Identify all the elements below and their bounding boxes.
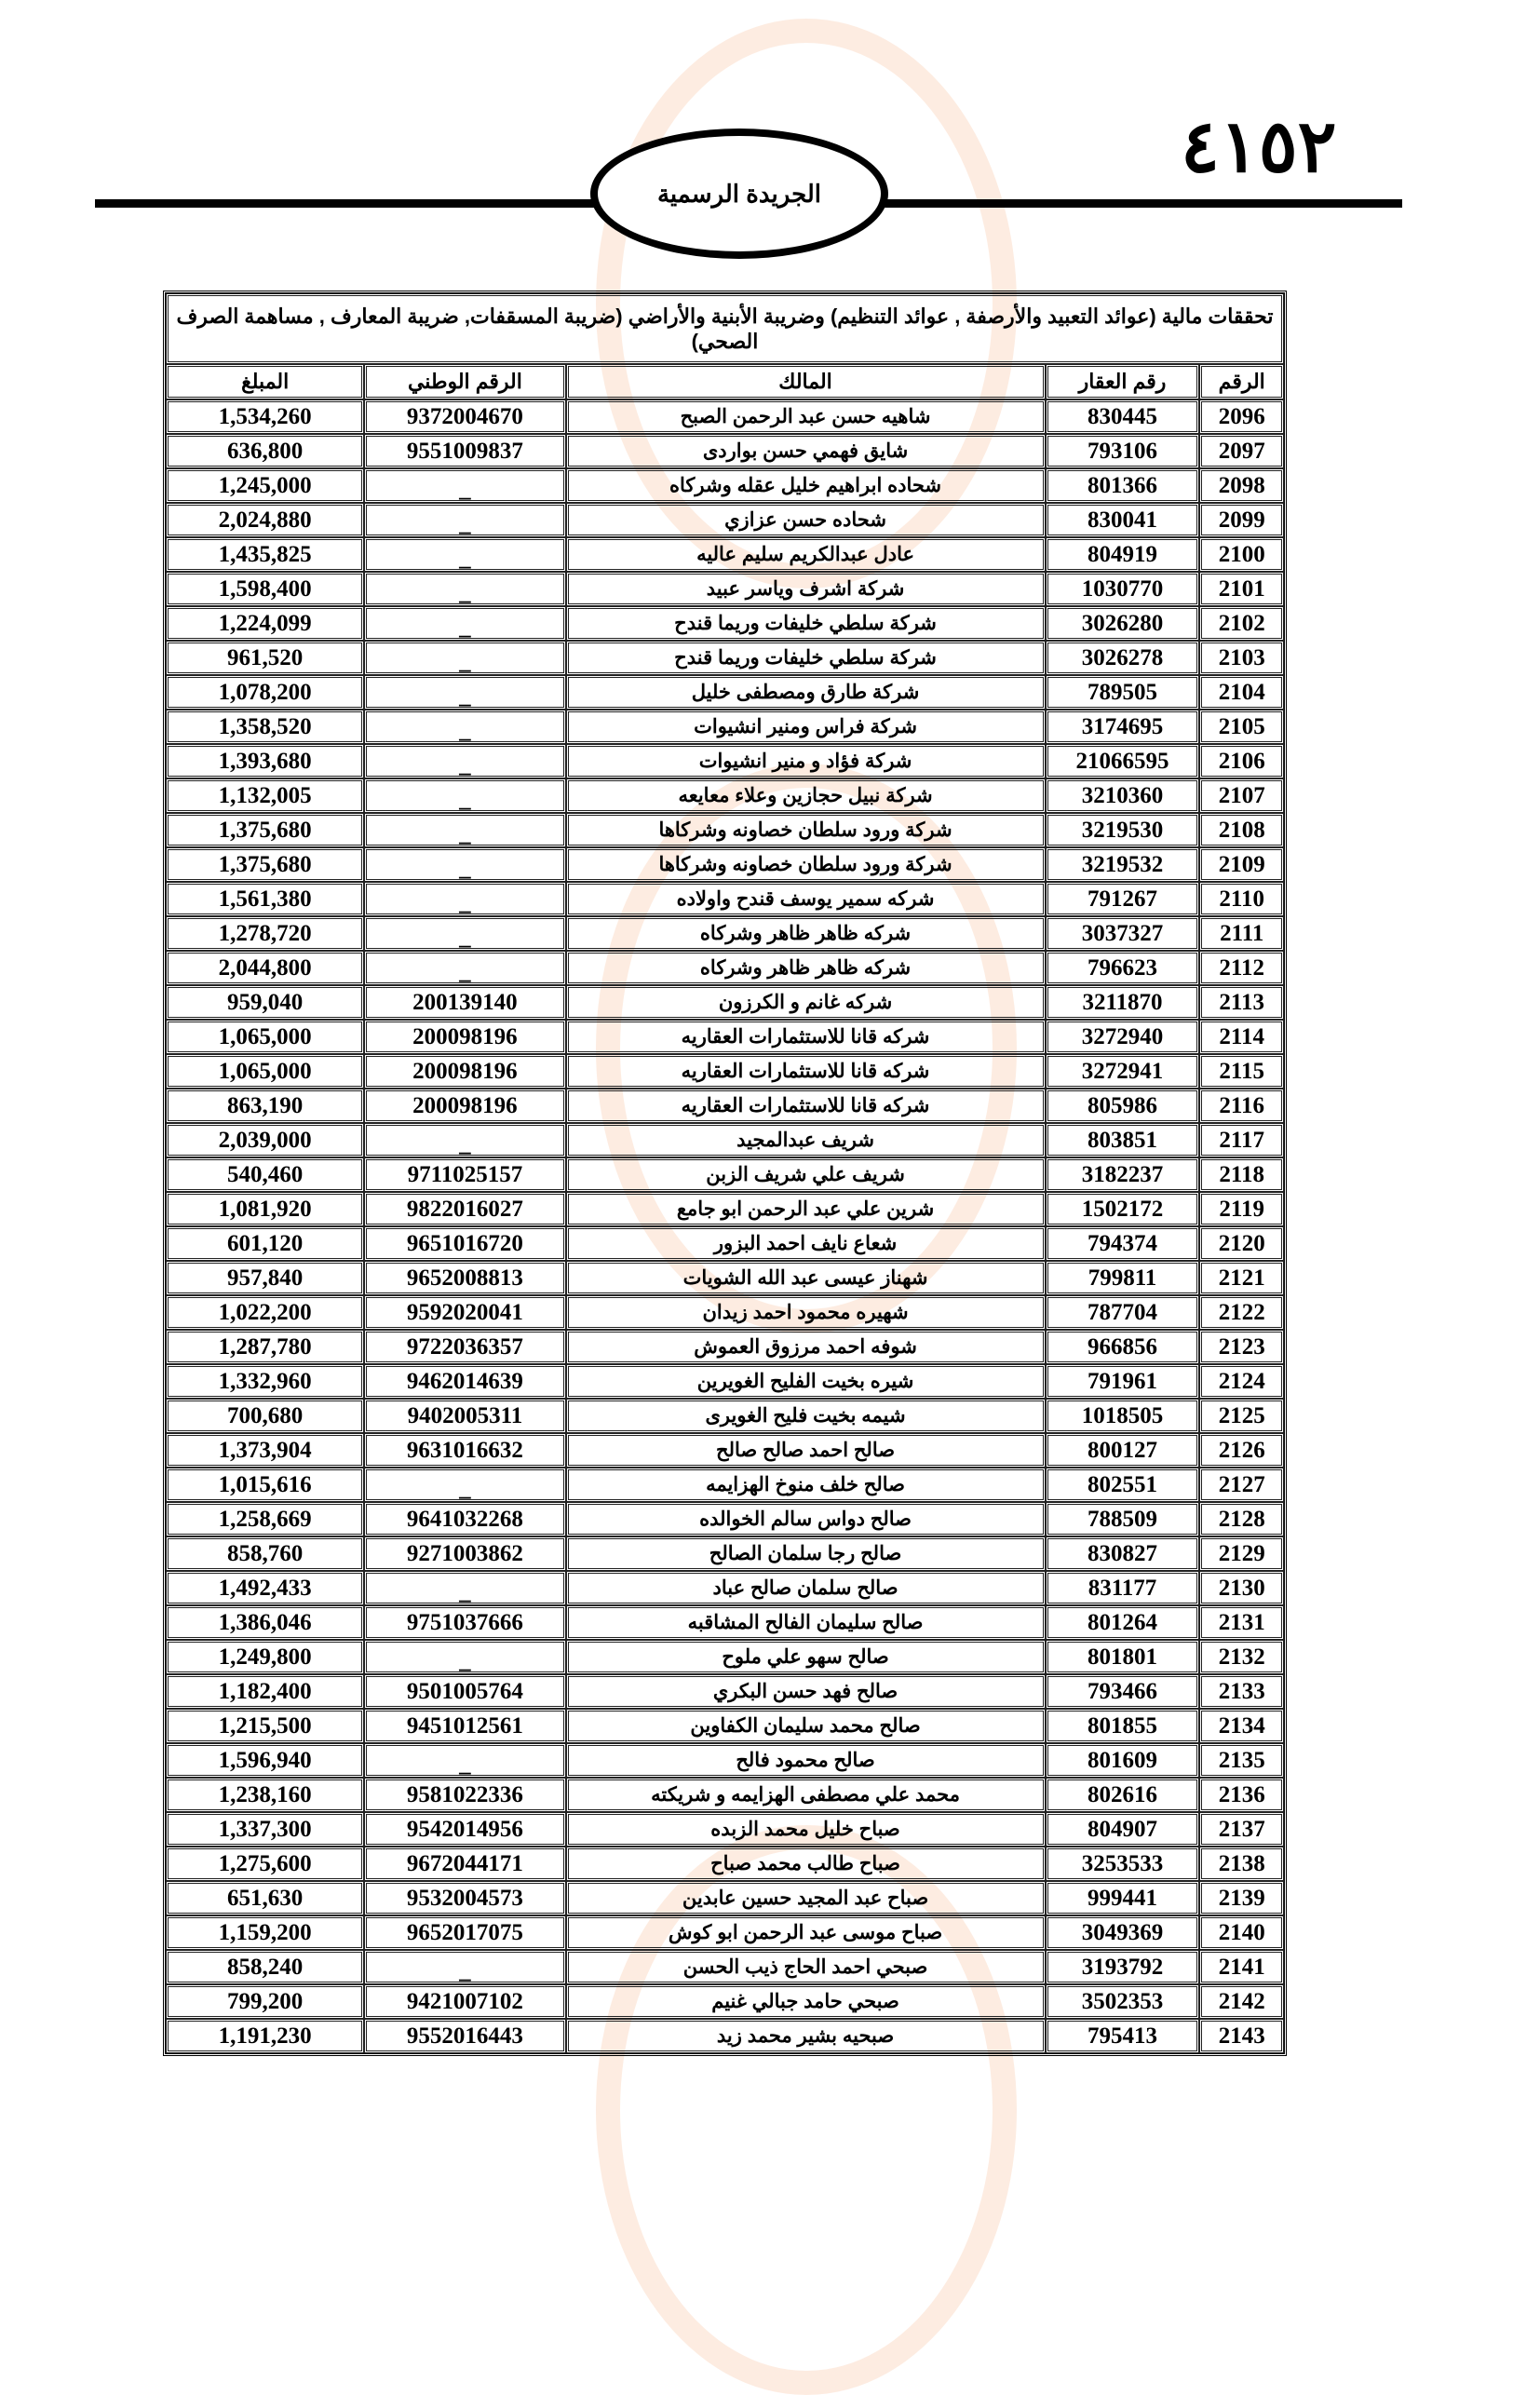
table-row [166, 468, 1284, 503]
amount: 1,393,680 [166, 744, 364, 778]
row-number: 2100 [1199, 537, 1284, 572]
property-number: 999441 [1046, 1881, 1200, 1915]
gazette-title-seal [590, 129, 888, 259]
row-number: 2106 [1199, 744, 1284, 778]
table-row [166, 537, 1284, 572]
national-id: _ [364, 1743, 565, 1778]
table-row [166, 1226, 1284, 1261]
property-number: 3502353 [1046, 1984, 1200, 2019]
table-row [166, 744, 1284, 778]
owner-name: شركة سلطي خليفات وريما قندح [566, 641, 1046, 675]
owner-name: صالح سليمان الفالح المشاقبه [566, 1605, 1046, 1640]
owner-name: شريف علي شريف الزبن [566, 1157, 1046, 1192]
national-id: _ [364, 813, 565, 847]
property-number: 802616 [1046, 1778, 1200, 1812]
national-id: _ [364, 1468, 565, 1502]
column-header-owner: المالك [566, 364, 1046, 399]
table-row [166, 1743, 1284, 1778]
table-row [166, 1640, 1284, 1674]
national-id: 9822016027 [364, 1192, 565, 1226]
property-number: 3219532 [1046, 847, 1200, 882]
row-number: 2121 [1199, 1261, 1284, 1295]
owner-name: شركه ظاهر ظاهر وشركاه [566, 916, 1046, 951]
table-row [166, 1295, 1284, 1330]
owner-name: صباح عبد المجيد حسين عابدين [566, 1881, 1046, 1915]
amount: 1,598,400 [166, 572, 364, 606]
owner-name: صالح دواس سالم الخوالده [566, 1502, 1046, 1536]
national-id: 9652008813 [364, 1261, 565, 1295]
row-number: 2120 [1199, 1226, 1284, 1261]
property-number: 801855 [1046, 1709, 1200, 1743]
table-row [166, 434, 1284, 468]
owner-name: صالح رجا سلمان الصالح [566, 1536, 1046, 1571]
table-row [166, 1020, 1284, 1054]
row-number: 2126 [1199, 1433, 1284, 1468]
property-number: 799811 [1046, 1261, 1200, 1295]
national-id: 9462014639 [364, 1364, 565, 1399]
row-number: 2142 [1199, 1984, 1284, 2019]
owner-name: شركة ورود سلطان خصاونه وشركاها [566, 813, 1046, 847]
amount: 1,182,400 [166, 1674, 364, 1709]
owner-name: صباح خليل محمد الزبده [566, 1812, 1046, 1847]
national-id: _ [364, 1950, 565, 1984]
national-id: 200098196 [364, 1054, 565, 1089]
national-id: 9581022336 [364, 1778, 565, 1812]
owner-name: شركة سلطي خليفات وريما قندح [566, 606, 1046, 641]
row-number: 2122 [1199, 1295, 1284, 1330]
column-header-national-id: الرقم الوطني [364, 364, 565, 399]
national-id: _ [364, 710, 565, 744]
property-number: 804907 [1046, 1812, 1200, 1847]
row-number: 2110 [1199, 882, 1284, 916]
amount: 1,015,616 [166, 1468, 364, 1502]
national-id: 9542014956 [364, 1812, 565, 1847]
property-number: 966856 [1046, 1330, 1200, 1364]
row-number: 2099 [1199, 503, 1284, 537]
owner-name: عادل عبدالكريم سليم عاليه [566, 537, 1046, 572]
table-row [166, 813, 1284, 847]
owner-name: شاهيه حسن عبد الرحمن الصبح [566, 399, 1046, 434]
owner-name: شركه قانا للاستثمارات العقاريه [566, 1054, 1046, 1089]
property-number: 796623 [1046, 951, 1200, 985]
national-id: 9271003862 [364, 1536, 565, 1571]
national-id: 9592020041 [364, 1295, 565, 1330]
national-id: _ [364, 847, 565, 882]
amount: 1,534,260 [166, 399, 364, 434]
row-number: 2108 [1199, 813, 1284, 847]
owner-name: شركه غانم و الكرزون [566, 985, 1046, 1020]
row-number: 2140 [1199, 1915, 1284, 1950]
row-number: 2135 [1199, 1743, 1284, 1778]
table-row [166, 710, 1284, 744]
national-id: _ [364, 537, 565, 572]
table-row [166, 1674, 1284, 1709]
amount: 1,275,600 [166, 1847, 364, 1881]
amount: 1,078,200 [166, 675, 364, 710]
property-number: 1018505 [1046, 1399, 1200, 1433]
national-id: 9711025157 [364, 1157, 565, 1192]
owner-name: صالح محمد سليمان الكفاوين [566, 1709, 1046, 1743]
amount: 636,800 [166, 434, 364, 468]
amount: 1,561,380 [166, 882, 364, 916]
national-id: _ [364, 951, 565, 985]
row-number: 2129 [1199, 1536, 1284, 1571]
property-number: 793106 [1046, 434, 1200, 468]
property-number: 802551 [1046, 1468, 1200, 1502]
owner-name: صبحي احمد الحاج ذيب الحسن [566, 1950, 1046, 1984]
owner-name: صالح سلمان صالح عباد [566, 1571, 1046, 1605]
national-id: _ [364, 675, 565, 710]
row-number: 2125 [1199, 1399, 1284, 1433]
national-id: _ [364, 641, 565, 675]
amount: 700,680 [166, 1399, 364, 1433]
gazette-title: الجريدة الرسمية [656, 179, 822, 208]
owner-name: شيره بخيت الفليح الغويرين [566, 1364, 1046, 1399]
property-number: 3174695 [1046, 710, 1200, 744]
amount: 1,215,500 [166, 1709, 364, 1743]
owner-name: شعاع نايف احمد البزور [566, 1226, 1046, 1261]
owner-name: صباح موسى عبد الرحمن ابو كوش [566, 1915, 1046, 1950]
table-row [166, 1709, 1284, 1743]
property-number: 795413 [1046, 2019, 1200, 2053]
table-row [166, 916, 1284, 951]
row-number: 2137 [1199, 1812, 1284, 1847]
amount: 1,287,780 [166, 1330, 364, 1364]
owner-name: شركة اشرف وياسر عبيد [566, 572, 1046, 606]
national-id: _ [364, 778, 565, 813]
amount: 1,081,920 [166, 1192, 364, 1226]
amount: 1,332,960 [166, 1364, 364, 1399]
national-id: 9672044171 [364, 1847, 565, 1881]
row-number: 2131 [1199, 1605, 1284, 1640]
property-number: 3272940 [1046, 1020, 1200, 1054]
table-row [166, 503, 1284, 537]
row-number: 2132 [1199, 1640, 1284, 1674]
property-number: 801609 [1046, 1743, 1200, 1778]
table-row [166, 1984, 1284, 2019]
national-id: _ [364, 882, 565, 916]
national-id: _ [364, 744, 565, 778]
owner-name: صالح فهد حسن البكري [566, 1674, 1046, 1709]
property-number: 3253533 [1046, 1847, 1200, 1881]
owner-name: شركه قانا للاستثمارات العقاريه [566, 1020, 1046, 1054]
amount: 961,520 [166, 641, 364, 675]
row-number: 2103 [1199, 641, 1284, 675]
row-number: 2115 [1199, 1054, 1284, 1089]
table-row [166, 641, 1284, 675]
row-number: 2124 [1199, 1364, 1284, 1399]
row-number: 2117 [1199, 1123, 1284, 1157]
table-row [166, 847, 1284, 882]
column-header-amount: المبلغ [166, 364, 364, 399]
table-row [166, 1123, 1284, 1157]
row-number: 2123 [1199, 1330, 1284, 1364]
financial-claims-table [163, 291, 1287, 2056]
amount: 540,460 [166, 1157, 364, 1192]
property-number: 804919 [1046, 537, 1200, 572]
property-number: 791961 [1046, 1364, 1200, 1399]
national-id: _ [364, 916, 565, 951]
owner-name: شركة ورود سلطان خصاونه وشركاها [566, 847, 1046, 882]
owner-name: صالح خلف منوخ الهزايمه [566, 1468, 1046, 1502]
table-row [166, 1330, 1284, 1364]
amount: 2,024,880 [166, 503, 364, 537]
national-id: 200098196 [364, 1089, 565, 1123]
amount: 1,492,433 [166, 1571, 364, 1605]
national-id: 9421007102 [364, 1984, 565, 2019]
national-id: _ [364, 606, 565, 641]
national-id: 9652017075 [364, 1915, 565, 1950]
national-id: _ [364, 503, 565, 537]
row-number: 2105 [1199, 710, 1284, 744]
amount: 1,159,200 [166, 1915, 364, 1950]
row-number: 2119 [1199, 1192, 1284, 1226]
national-id: _ [364, 1123, 565, 1157]
owner-name: شركة طارق ومصطفى خليل [566, 675, 1046, 710]
owner-name: شركه ظاهر ظاهر وشركاه [566, 951, 1046, 985]
property-number: 800127 [1046, 1433, 1200, 1468]
property-number: 3272941 [1046, 1054, 1200, 1089]
row-number: 2127 [1199, 1468, 1284, 1502]
national-id: 9722036357 [364, 1330, 565, 1364]
property-number: 801366 [1046, 468, 1200, 503]
amount: 1,065,000 [166, 1020, 364, 1054]
page-number: ٤١٥٢ [1181, 105, 1337, 187]
table-row [166, 1605, 1284, 1640]
property-number: 791267 [1046, 882, 1200, 916]
amount: 1,358,520 [166, 710, 364, 744]
property-number: 831177 [1046, 1571, 1200, 1605]
owner-name: شركة فراس ومنير انشيوات [566, 710, 1046, 744]
amount: 2,044,800 [166, 951, 364, 985]
property-number: 1030770 [1046, 572, 1200, 606]
owner-name: صالح سهو علي ملوح [566, 1640, 1046, 1674]
table-row [166, 1881, 1284, 1915]
table-row [166, 1364, 1284, 1399]
property-number: 793466 [1046, 1674, 1200, 1709]
national-id: 9402005311 [364, 1399, 565, 1433]
table-row [166, 1571, 1284, 1605]
table-row [166, 1433, 1284, 1468]
national-id: 9372004670 [364, 399, 565, 434]
row-number: 2130 [1199, 1571, 1284, 1605]
table-row [166, 1502, 1284, 1536]
national-id: 200098196 [364, 1020, 565, 1054]
amount: 799,200 [166, 1984, 364, 2019]
amount: 1,191,230 [166, 2019, 364, 2053]
row-number: 2143 [1199, 2019, 1284, 2053]
owner-name: شركة نبيل حجازين وعلاء معايعه [566, 778, 1046, 813]
table-title: تحققات مالية (عوائد التعبيد والأرصفة , عوائد التنظيم) وضريبة الأبنية والأراضي (ضريبة المسقفات, ضريبة المعارف , مساهمة الصرف الصحي) [166, 293, 1284, 364]
property-number: 3211870 [1046, 985, 1200, 1020]
table-row [166, 882, 1284, 916]
amount: 651,630 [166, 1881, 364, 1915]
row-number: 2101 [1199, 572, 1284, 606]
amount: 1,238,160 [166, 1778, 364, 1812]
table-row [166, 1157, 1284, 1192]
owner-name: شايق فهمي حسن بواردى [566, 434, 1046, 468]
national-id: 9551009837 [364, 434, 565, 468]
table-row [166, 1847, 1284, 1881]
table-row [166, 1399, 1284, 1433]
property-number: 3026280 [1046, 606, 1200, 641]
row-number: 2109 [1199, 847, 1284, 882]
property-number: 830041 [1046, 503, 1200, 537]
amount: 858,240 [166, 1950, 364, 1984]
amount: 959,040 [166, 985, 364, 1020]
owner-name: محمد علي مصطفى الهزايمه و شريكته [566, 1778, 1046, 1812]
column-header-property-no: رقم العقار [1046, 364, 1200, 399]
row-number: 2111 [1199, 916, 1284, 951]
owner-name: شريف عبدالمجيد [566, 1123, 1046, 1157]
row-number: 2112 [1199, 951, 1284, 985]
amount: 1,373,904 [166, 1433, 364, 1468]
property-number: 801801 [1046, 1640, 1200, 1674]
owner-name: شركة فؤاد و منير انشيوات [566, 744, 1046, 778]
national-id: 200139140 [364, 985, 565, 1020]
national-id: 9641032268 [364, 1502, 565, 1536]
property-number: 788509 [1046, 1502, 1200, 1536]
row-number: 2104 [1199, 675, 1284, 710]
owner-name: صباح طالب محمد صباح [566, 1847, 1046, 1881]
owner-name: شهناز عيسى عبد الله الشويات [566, 1261, 1046, 1295]
amount: 2,039,000 [166, 1123, 364, 1157]
row-number: 2097 [1199, 434, 1284, 468]
row-number: 2116 [1199, 1089, 1284, 1123]
amount: 1,022,200 [166, 1295, 364, 1330]
national-id: _ [364, 468, 565, 503]
table-row [166, 399, 1284, 434]
row-number: 2113 [1199, 985, 1284, 1020]
property-number: 801264 [1046, 1605, 1200, 1640]
row-number: 2128 [1199, 1502, 1284, 1536]
owner-name: شيمه بخيت فليح الغويرى [566, 1399, 1046, 1433]
national-id: 9651016720 [364, 1226, 565, 1261]
property-number: 3193792 [1046, 1950, 1200, 1984]
property-number: 794374 [1046, 1226, 1200, 1261]
owner-name: صبحي حامد جبالي غنيم [566, 1984, 1046, 2019]
row-number: 2133 [1199, 1674, 1284, 1709]
owner-name: شحاده حسن عزازي [566, 503, 1046, 537]
national-id: _ [364, 1571, 565, 1605]
row-number: 2096 [1199, 399, 1284, 434]
owner-name: شوفه احمد مرزوق العموش [566, 1330, 1046, 1364]
table-row [166, 1089, 1284, 1123]
table-row [166, 1915, 1284, 1950]
amount: 1,132,005 [166, 778, 364, 813]
owner-name: شركه سمير يوسف قندح واولاده [566, 882, 1046, 916]
property-number: 3026278 [1046, 641, 1200, 675]
amount: 1,375,680 [166, 847, 364, 882]
amount: 1,596,940 [166, 1743, 364, 1778]
table-row [166, 1950, 1284, 1984]
table-row [166, 778, 1284, 813]
amount: 1,278,720 [166, 916, 364, 951]
table-row [166, 985, 1284, 1020]
table-row [166, 572, 1284, 606]
row-number: 2141 [1199, 1950, 1284, 1984]
national-id: _ [364, 1640, 565, 1674]
national-id: 9532004573 [364, 1881, 565, 1915]
table-row [166, 951, 1284, 985]
amount: 1,258,669 [166, 1502, 364, 1536]
amount: 1,375,680 [166, 813, 364, 847]
table-row [166, 606, 1284, 641]
property-number: 789505 [1046, 675, 1200, 710]
property-number: 21066595 [1046, 744, 1200, 778]
amount: 1,224,099 [166, 606, 364, 641]
amount: 1,386,046 [166, 1605, 364, 1640]
owner-name: صالح احمد صالح صالح [566, 1433, 1046, 1468]
row-number: 2107 [1199, 778, 1284, 813]
table-row [166, 1192, 1284, 1226]
table-row [166, 2019, 1284, 2053]
row-number: 2138 [1199, 1847, 1284, 1881]
amount: 1,065,000 [166, 1054, 364, 1089]
property-number: 3182237 [1046, 1157, 1200, 1192]
property-number: 3210360 [1046, 778, 1200, 813]
owner-name: صبحيه بشير محمد زيد [566, 2019, 1046, 2053]
property-number: 805986 [1046, 1089, 1200, 1123]
owner-name: صالح محمود فالح [566, 1743, 1046, 1778]
column-header-number: الرقم [1199, 364, 1284, 399]
amount: 601,120 [166, 1226, 364, 1261]
owner-name: شهيره محمود احمد زيدان [566, 1295, 1046, 1330]
row-number: 2102 [1199, 606, 1284, 641]
amount: 1,245,000 [166, 468, 364, 503]
property-number: 3037327 [1046, 916, 1200, 951]
row-number: 2118 [1199, 1157, 1284, 1192]
row-number: 2098 [1199, 468, 1284, 503]
property-number: 830445 [1046, 399, 1200, 434]
property-number: 803851 [1046, 1123, 1200, 1157]
table-row [166, 1468, 1284, 1502]
owner-name: شحاده ابراهيم خليل عقله وشركاه [566, 468, 1046, 503]
row-number: 2134 [1199, 1709, 1284, 1743]
amount: 1,337,300 [166, 1812, 364, 1847]
row-number: 2114 [1199, 1020, 1284, 1054]
property-number: 787704 [1046, 1295, 1200, 1330]
national-id: 9451012561 [364, 1709, 565, 1743]
table-row [166, 1261, 1284, 1295]
amount: 957,840 [166, 1261, 364, 1295]
national-id: 9501005764 [364, 1674, 565, 1709]
row-number: 2136 [1199, 1778, 1284, 1812]
owner-name: شركه قانا للاستثمارات العقاريه [566, 1089, 1046, 1123]
property-number: 3049369 [1046, 1915, 1200, 1950]
property-number: 1502172 [1046, 1192, 1200, 1226]
owner-name: شرين علي عبد الرحمن ابو جامع [566, 1192, 1046, 1226]
table-row [166, 1536, 1284, 1571]
table-row [166, 1054, 1284, 1089]
row-number: 2139 [1199, 1881, 1284, 1915]
amount: 1,249,800 [166, 1640, 364, 1674]
table-row [166, 1778, 1284, 1812]
table-row [166, 1812, 1284, 1847]
national-id: 9751037666 [364, 1605, 565, 1640]
property-number: 3219530 [1046, 813, 1200, 847]
national-id: 9552016443 [364, 2019, 565, 2053]
national-id: _ [364, 572, 565, 606]
property-number: 830827 [1046, 1536, 1200, 1571]
table-row [166, 675, 1284, 710]
amount: 858,760 [166, 1536, 364, 1571]
amount: 1,435,825 [166, 537, 364, 572]
national-id: 9631016632 [364, 1433, 565, 1468]
amount: 863,190 [166, 1089, 364, 1123]
